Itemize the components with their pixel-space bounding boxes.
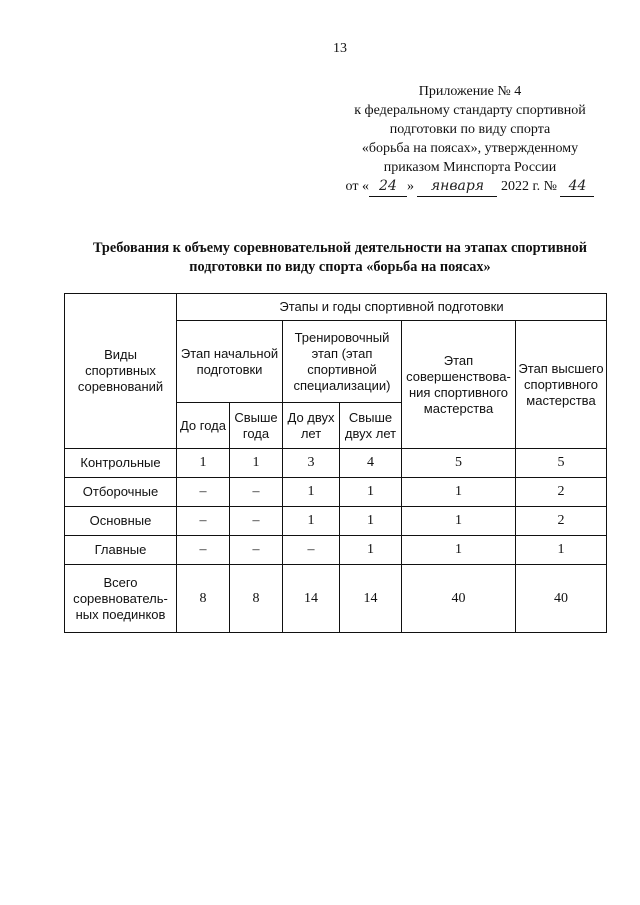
header-stage-highest: Этап высшего спортивного мастерства [516,321,607,449]
table-cell: 3 [283,449,340,478]
header-over-two-years: Свыше двух лет [340,403,402,449]
table-cell: – [283,536,340,565]
date-day: 24 [369,177,407,197]
table-cell: 1 [340,536,402,565]
appendix-line: приказом Минспорта России [383,160,557,175]
table-cell: 1 [230,449,283,478]
order-number: 44 [560,177,594,197]
table-row [65,449,607,478]
table-cell: 14 [283,565,340,633]
table-cell: 14 [340,565,402,633]
appendix-line: Приложение № 4 [418,84,522,99]
table-cell: – [177,536,230,565]
table-cell: 1 [402,536,516,565]
page-number: 13 [333,41,347,56]
table-cell: – [230,478,283,507]
appendix-date-line [330,177,610,197]
header-up-to-year: До года [177,403,230,449]
table-cell: 2 [516,478,607,507]
table-cell: 5 [402,449,516,478]
table-cell: 8 [230,565,283,633]
table-cell: 1 [283,478,340,507]
appendix-block [330,82,610,197]
table-row [65,478,607,507]
header-stage-training: Тренировочный этап (этап спортивной специализации) [283,321,402,403]
date-year: 2022 г. № [500,179,557,194]
date-month: января [417,177,497,197]
row-label: Всего соревнователь-ных поединков [65,565,177,633]
table-cell: 1 [283,507,340,536]
table-row [65,565,607,633]
header-over-year: Свыше года [230,403,283,449]
row-label: Основные [65,507,177,536]
table-cell: – [177,478,230,507]
table-cell: 8 [177,565,230,633]
table-cell: 5 [516,449,607,478]
table-cell: 1 [402,507,516,536]
header-stage-improvement: Этап совершенствова-ния спортивного мастерства [402,321,516,449]
title-line: подготовки по виду спорта «борьба на поясах» [189,259,491,275]
row-label: Отборочные [65,478,177,507]
document-title [60,239,620,277]
requirements-table [64,293,607,633]
table-cell: 40 [402,565,516,633]
title-line: Требования к объему соревновательной деятельности на этапах спортивной [92,240,588,256]
table-cell: 1 [340,478,402,507]
row-label: Главные [65,536,177,565]
header-stages: Этапы и годы спортивной подготовки [177,294,607,321]
table-row [65,507,607,536]
header-up-to-two-years: До двух лет [283,403,340,449]
row-label: Контрольные [65,449,177,478]
table-cell: 1 [340,507,402,536]
table-cell: 40 [516,565,607,633]
header-stage-initial: Этап начальной подготовки [177,321,283,403]
appendix-line: подготовки по виду спорта [389,122,551,137]
date-mid: » [406,179,414,194]
date-prefix: от « [345,179,369,194]
table-cell: 1 [177,449,230,478]
header-competition-types: Виды спортивных соревнований [65,294,177,449]
table-cell: – [230,536,283,565]
table-cell: 1 [402,478,516,507]
table-cell: – [230,507,283,536]
table-cell: 1 [516,536,607,565]
table-cell: – [177,507,230,536]
appendix-line: к федеральному стандарту спортивной [354,103,586,118]
table-cell: 4 [340,449,402,478]
appendix-line: «борьба на поясах», утвержденному [361,141,579,156]
table-cell: 2 [516,507,607,536]
table-row [65,536,607,565]
